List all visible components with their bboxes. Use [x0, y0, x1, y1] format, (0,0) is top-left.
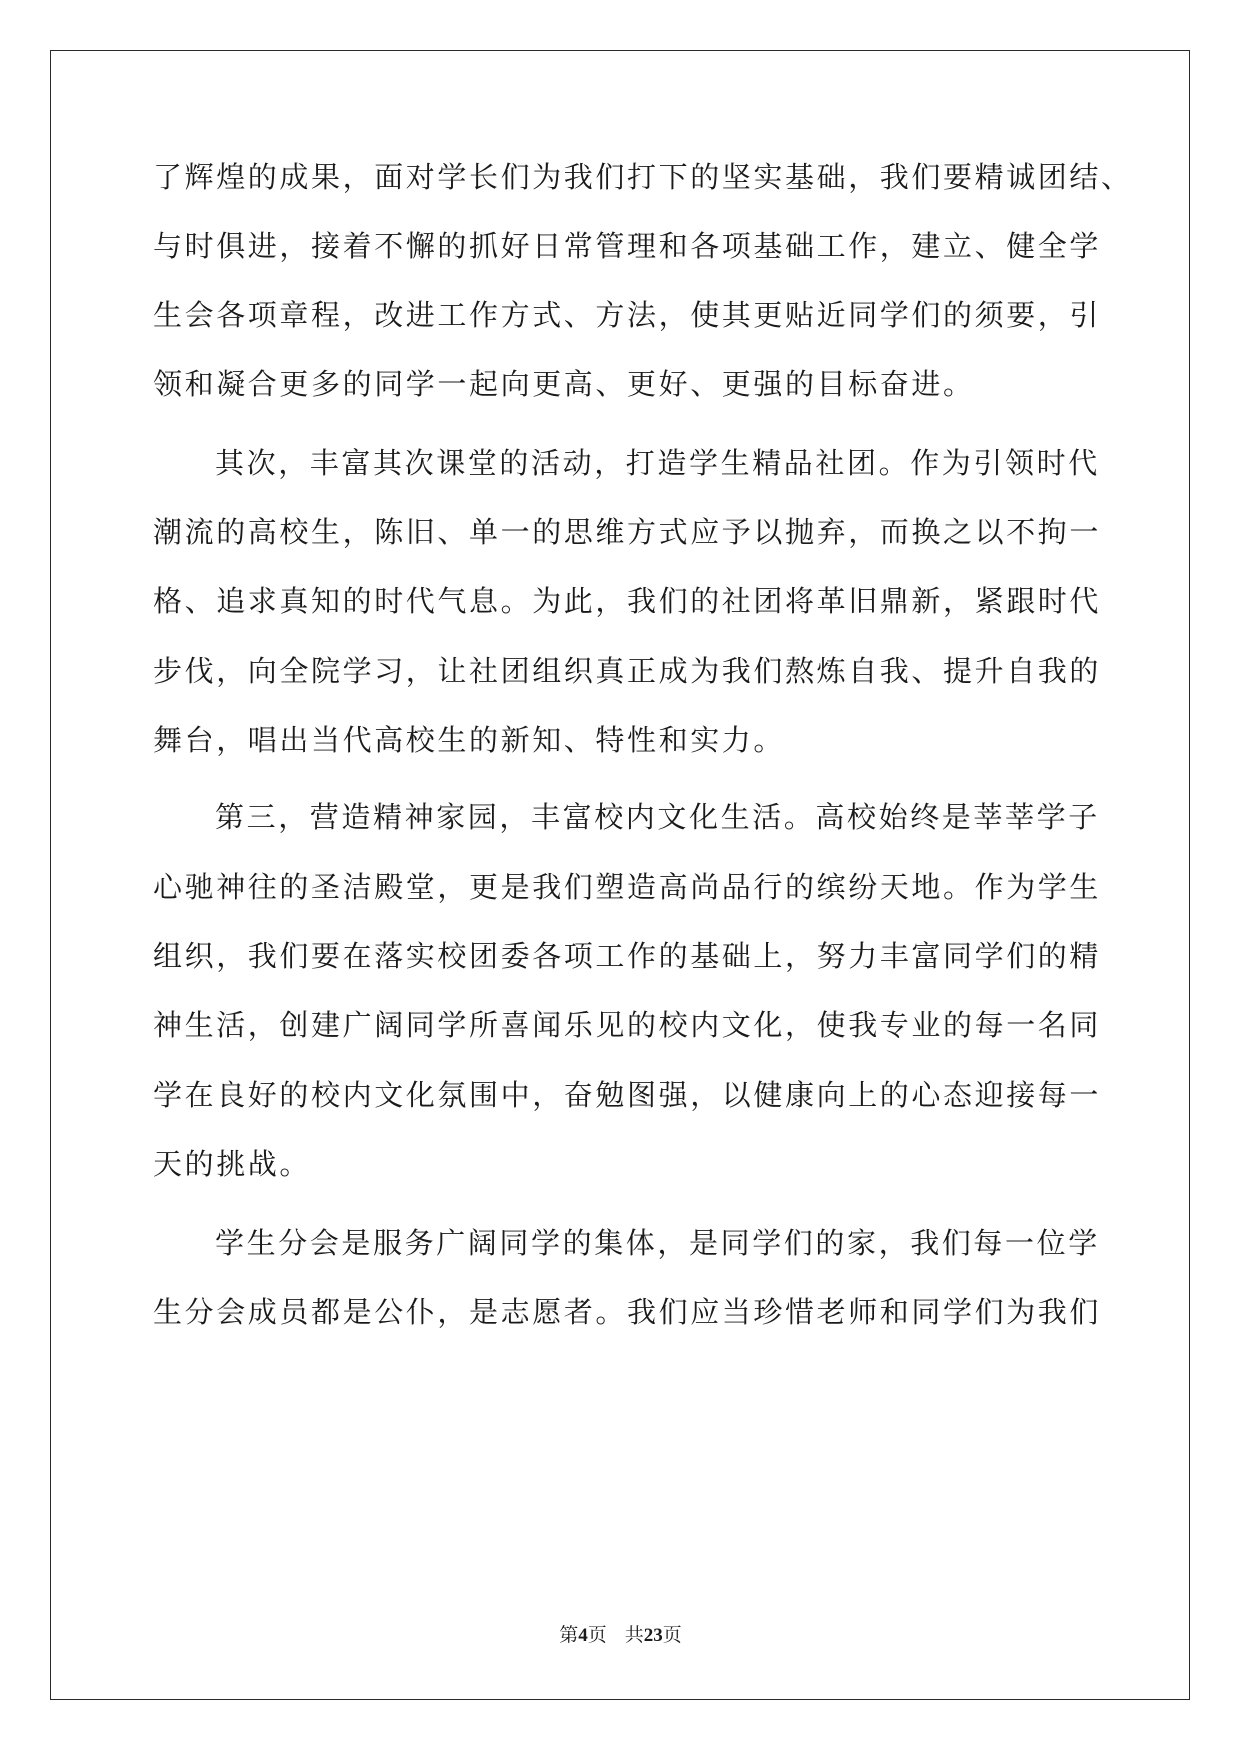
page-number: 4 [578, 1625, 588, 1646]
page-suffix: 页 [587, 1625, 607, 1646]
text-line: 生分会成员都是公仆，是志愿者。我们应当珍惜老师和同学们为我们 [153, 1295, 1102, 1329]
paragraph-first-line: 其次，丰富其次课堂的活动，打造学生精品社团。作为引领时代 [215, 446, 1100, 480]
text-line: 与时俱进，接着不懈的抓好日常管理和各项基础工作，建立、健全学 [153, 229, 1102, 263]
text-line: 潮流的高校生，陈旧、单一的思维方式应予以抛弃，而换之以不拘一 [153, 515, 1102, 549]
text-line: 了辉煌的成果，面对学长们为我们打下的坚实基础，我们要精诚团结、 [153, 160, 1133, 194]
text-line: 格、追求真知的时代气息。为此，我们的社团将革旧鼎新，紧跟时代 [153, 584, 1102, 618]
text-line: 神生活，创建广阔同学所喜闻乐见的校内文化，使我专业的每一名同 [153, 1008, 1102, 1042]
text-line: 生会各项章程，改进工作方式、方法，使其更贴近同学们的须要，引 [153, 298, 1102, 332]
total-suffix: 页 [662, 1625, 682, 1646]
total-prefix: 共 [624, 1625, 644, 1646]
total-pages: 23 [643, 1625, 663, 1646]
text-line: 心驰神往的圣洁殿堂，更是我们塑造高尚品行的缤纷天地。作为学生 [153, 870, 1102, 904]
text-line: 学在良好的校内文化氛围中，奋勉图强，以健康向上的心态迎接每一 [153, 1078, 1102, 1112]
text-line: 舞台，唱出当代高校生的新知、特性和实力。 [153, 723, 786, 757]
text-line: 领和凝合更多的同学一起向更高、更好、更强的目标奋进。 [153, 367, 975, 401]
text-line: 天的挑战。 [153, 1147, 312, 1181]
page-prefix: 第 [559, 1625, 579, 1646]
page-footer [0, 1624, 1241, 1648]
paragraph-first-line: 学生分会是服务广阔同学的集体，是同学们的家，我们每一位学 [215, 1226, 1100, 1260]
text-line: 组织，我们要在落实校团委各项工作的基础上，努力丰富同学们的精 [153, 939, 1102, 973]
text-line: 步伐，向全院学习，让社团组织真正成为我们熬炼自我、提升自我的 [153, 654, 1102, 688]
paragraph-first-line: 第三，营造精神家园，丰富校内文化生活。高校始终是莘莘学子 [215, 800, 1100, 834]
